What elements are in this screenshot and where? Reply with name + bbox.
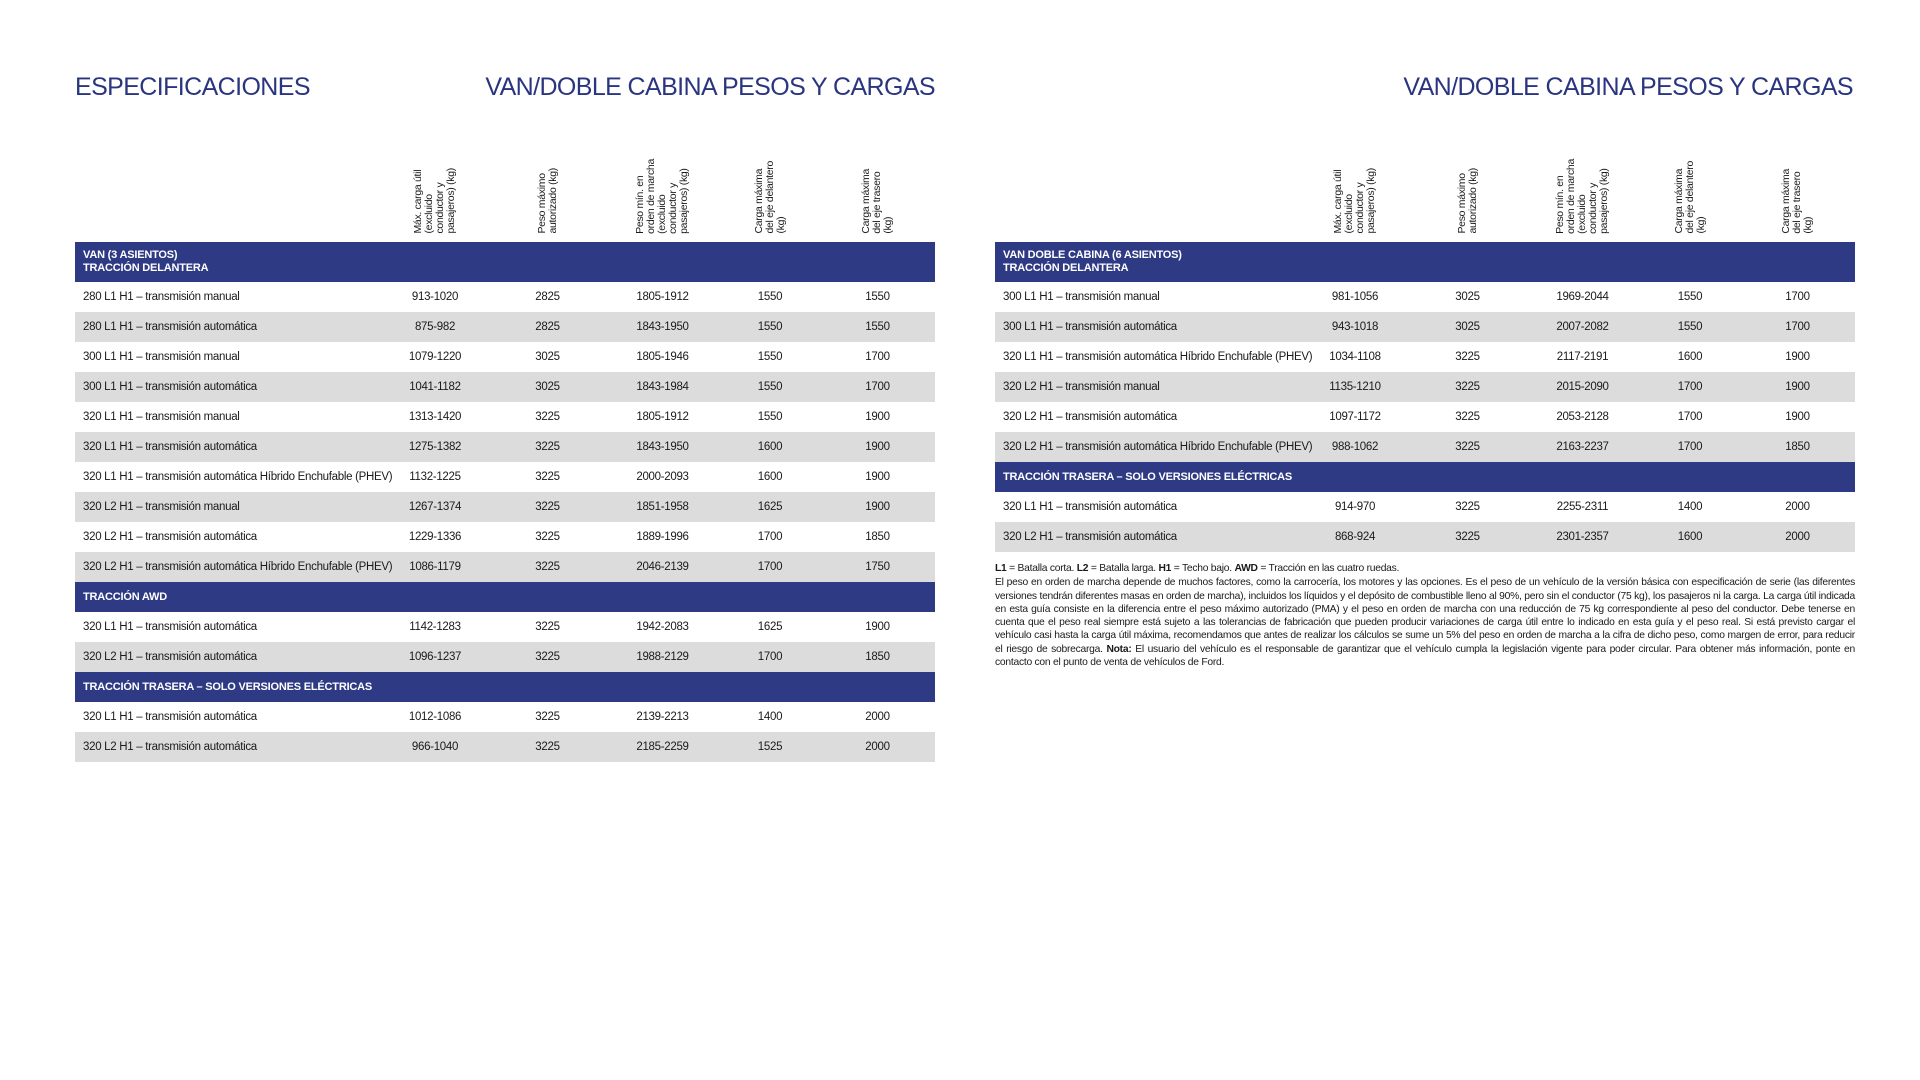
value-cell: 1851-1958 bbox=[605, 492, 720, 522]
model-cell: 320 L2 H1 – transmisión automática Híbrido Enchufable (PHEV) bbox=[995, 432, 1300, 462]
right-page-title: VAN/DOBLE CABINA PESOS Y CARGAS bbox=[1403, 73, 1853, 101]
value-cell: 1079-1220 bbox=[408, 351, 462, 363]
column-header: Carga máxima del eje delantero (kg) bbox=[1672, 161, 1707, 234]
value-cell: 1988-2129 bbox=[605, 642, 720, 672]
section-header-row bbox=[995, 462, 1855, 492]
disclaimer-text: El peso en orden de marcha depende de muchos factores, como la carrocería, los motores y las opciones. Es el peso de un vehículo de la versión básica con especificación de serie (las diferentes versiones tendrán diferentes masas en orden de marcha), incluidos los líquidos y el depósito de combustible lleno al 90%, pero sin el conductor (75 kg), los pasajeros ni la carga. La carga útil indicada en esta guía consiste en la diferencia entre el peso máximo autorizado (PMA) y el peso en orden de marcha con una reducción de 75 kg correspondiente al peso del conductor. Debe tenerse en cuenta que el peso real siempre está sujeto a las tolerancias de fabricación que pueden producir variaciones de carga útil entre lo indicado en esta guía y el peso real. Si está previsto cargar el vehículo casi hasta la carga útil máxima, recomendamos que antes de realizar los cálculos se sume un 5% del peso en orden de marcha a la cifra de dicho peso, como margen de error, para reducir el riesgo de sobrecarga. bbox=[995, 577, 1855, 655]
value-cell: 943-1018 bbox=[1300, 312, 1410, 342]
value-cell: 3225 bbox=[535, 711, 560, 723]
column-header: Peso máximo autorizado (kg) bbox=[1455, 168, 1479, 234]
model-cell: 320 L2 H1 – transmisión automática bbox=[995, 522, 1300, 552]
section-title-line: VAN (3 ASIENTOS) bbox=[83, 249, 178, 261]
value-cell: 2185-2259 bbox=[605, 732, 720, 762]
model-cell: 320 L1 H1 – transmisión automática Híbrido Enchufable (PHEV) bbox=[1003, 351, 1313, 363]
value-cell: 2117-2191 bbox=[1556, 351, 1609, 363]
table-row bbox=[75, 732, 935, 762]
section-title-line: TRACCIÓN AWD bbox=[83, 590, 167, 603]
section-header-row bbox=[75, 582, 935, 612]
value-cell: 1700 bbox=[720, 552, 820, 582]
value-cell: 1550 bbox=[1677, 291, 1703, 303]
value-cell: 1267-1374 bbox=[380, 492, 490, 522]
value-cell: 1843-1950 bbox=[605, 432, 720, 462]
value-cell: 2000 bbox=[820, 732, 935, 762]
section-title: ESPECIFICACIONES bbox=[75, 73, 310, 101]
value-cell: 1700 bbox=[820, 372, 935, 402]
left-table-body bbox=[75, 242, 935, 762]
value-cell: 1097-1172 bbox=[1329, 411, 1381, 423]
value-cell: 1900 bbox=[820, 492, 935, 522]
value-cell: 3225 bbox=[1410, 522, 1525, 552]
value-cell: 3225 bbox=[535, 471, 560, 483]
value-cell: 1850 bbox=[1740, 432, 1855, 462]
value-cell: 2000 bbox=[865, 711, 890, 723]
model-cell: 300 L1 H1 – transmisión automática bbox=[995, 312, 1300, 342]
section-title-line: TRACCIÓN TRASERA – SOLO VERSIONES ELÉCTRICAS bbox=[83, 680, 373, 693]
value-cell: 1900 bbox=[1740, 372, 1855, 402]
model-cell: 320 L1 H1 – transmisión automática bbox=[83, 711, 257, 723]
value-cell: 1700 bbox=[1740, 312, 1855, 342]
model-column-header bbox=[995, 150, 1300, 242]
value-cell: 1313-1420 bbox=[408, 411, 462, 423]
value-cell: 1900 bbox=[865, 471, 890, 483]
table-row bbox=[995, 492, 1855, 522]
section-title-line: TRACCIÓN DELANTERA bbox=[1003, 262, 1129, 274]
section-title-line: TRACCIÓN DELANTERA bbox=[83, 262, 209, 274]
value-cell: 1900 bbox=[865, 621, 890, 633]
table-row bbox=[75, 402, 935, 432]
value-cell: 1889-1996 bbox=[636, 531, 689, 543]
nota-label: Nota: bbox=[1106, 643, 1132, 655]
table-row bbox=[995, 402, 1855, 432]
value-cell: 1700 bbox=[1677, 411, 1703, 423]
value-cell: 1700 bbox=[720, 642, 820, 672]
section-title-line: VAN DOBLE CABINA (6 ASIENTOS) bbox=[1003, 249, 1182, 261]
model-cell: 320 L1 H1 – transmisión manual bbox=[83, 411, 240, 423]
column-header: Máx. carga útil (excluido conductor y pasajeros) (kg) bbox=[412, 168, 457, 234]
value-cell: 1041-1182 bbox=[380, 372, 490, 402]
table-row bbox=[995, 372, 1855, 402]
value-cell: 3225 bbox=[490, 732, 605, 762]
left-weights-table bbox=[75, 150, 935, 762]
value-cell: 1550 bbox=[820, 312, 935, 342]
model-cell: 300 L1 H1 – transmisión manual bbox=[1003, 291, 1160, 303]
footnotes bbox=[995, 562, 1855, 670]
value-cell: 1550 bbox=[757, 291, 783, 303]
legend-text: = Batalla larga. bbox=[1088, 563, 1159, 574]
value-cell: 1096-1237 bbox=[380, 642, 490, 672]
value-cell: 981-1056 bbox=[1331, 291, 1379, 303]
value-cell: 1700 bbox=[1785, 291, 1810, 303]
value-cell: 1843-1984 bbox=[605, 372, 720, 402]
value-cell: 1969-2044 bbox=[1556, 291, 1609, 303]
value-cell: 3225 bbox=[535, 621, 560, 633]
value-cell: 1400 bbox=[1677, 501, 1703, 513]
value-cell: 1600 bbox=[720, 432, 820, 462]
disclaimer-paragraph bbox=[995, 576, 1855, 669]
table-row bbox=[75, 342, 935, 372]
value-cell: 1525 bbox=[720, 732, 820, 762]
value-cell: 1625 bbox=[757, 621, 783, 633]
value-cell: 1550 bbox=[720, 372, 820, 402]
table-row bbox=[995, 312, 1855, 342]
value-cell: 1843-1950 bbox=[605, 312, 720, 342]
model-column-header bbox=[75, 150, 380, 242]
value-cell: 1550 bbox=[865, 291, 890, 303]
value-cell: 1900 bbox=[865, 411, 890, 423]
model-cell: 280 L1 H1 – transmisión manual bbox=[83, 291, 240, 303]
value-cell: 2007-2082 bbox=[1525, 312, 1640, 342]
value-cell: 3025 bbox=[490, 372, 605, 402]
legend-key: L2 bbox=[1076, 563, 1089, 574]
value-cell: 1034-1108 bbox=[1329, 351, 1381, 363]
model-cell: 320 L2 H1 – transmisión manual bbox=[995, 372, 1300, 402]
table-row bbox=[75, 372, 935, 402]
left-weights-table-panel bbox=[75, 150, 935, 762]
model-cell: 320 L2 H1 – transmisión manual bbox=[75, 492, 380, 522]
value-cell: 3225 bbox=[490, 552, 605, 582]
value-cell: 2046-2139 bbox=[605, 552, 720, 582]
model-cell: 320 L2 H1 – transmisión automática bbox=[75, 642, 380, 672]
column-header: Peso máximo autorizado (kg) bbox=[535, 168, 559, 234]
model-cell: 300 L1 H1 – transmisión automática bbox=[75, 372, 380, 402]
value-cell: 2255-2311 bbox=[1556, 501, 1609, 513]
value-cell: 988-1062 bbox=[1300, 432, 1410, 462]
value-cell: 3225 bbox=[490, 492, 605, 522]
value-cell: 2825 bbox=[490, 312, 605, 342]
table-row bbox=[75, 522, 935, 552]
value-cell: 1550 bbox=[1640, 312, 1740, 342]
value-cell: 1900 bbox=[1785, 351, 1810, 363]
value-cell: 1550 bbox=[757, 411, 783, 423]
value-cell: 2053-2128 bbox=[1556, 411, 1609, 423]
value-cell: 3225 bbox=[1455, 351, 1480, 363]
value-cell: 1700 bbox=[1640, 432, 1740, 462]
table-row bbox=[995, 282, 1855, 312]
legend-key: H1 bbox=[1158, 563, 1172, 574]
value-cell: 3225 bbox=[1455, 411, 1480, 423]
model-cell: 320 L2 H1 – transmisión automática bbox=[83, 531, 257, 543]
value-cell: 1229-1336 bbox=[408, 531, 462, 543]
right-weights-table bbox=[995, 150, 1855, 552]
value-cell: 3225 bbox=[535, 411, 560, 423]
legend-text: = Tracción en las cuatro ruedas. bbox=[1257, 563, 1400, 574]
section-header-row bbox=[75, 242, 935, 282]
value-cell: 1135-1210 bbox=[1300, 372, 1410, 402]
value-cell: 1550 bbox=[757, 351, 783, 363]
section-header bbox=[75, 242, 935, 282]
table-row bbox=[995, 432, 1855, 462]
value-cell: 1600 bbox=[1677, 351, 1703, 363]
value-cell: 966-1040 bbox=[380, 732, 490, 762]
table-row bbox=[995, 522, 1855, 552]
model-cell: 320 L1 H1 – transmisión automática bbox=[1003, 501, 1177, 513]
nota-text: El usuario del vehículo es el responsable de garantizar que el vehículo cumpla la legislación vigente para poder circular. Para obtener más información, ponte en contacto con el punto de venta de vehículos de Ford. bbox=[995, 643, 1855, 669]
value-cell: 3225 bbox=[1455, 501, 1480, 513]
value-cell: 1850 bbox=[820, 642, 935, 672]
value-cell: 3225 bbox=[535, 531, 560, 543]
value-cell: 2000 bbox=[1785, 501, 1810, 513]
value-cell: 1805-1912 bbox=[636, 411, 689, 423]
value-cell: 1400 bbox=[757, 711, 783, 723]
value-cell: 914-970 bbox=[1334, 501, 1376, 513]
value-cell: 1600 bbox=[1640, 522, 1740, 552]
column-header: Peso mín. en orden de marcha (excluido conductor y pasajeros) (kg) bbox=[1554, 159, 1610, 234]
value-cell: 2000-2093 bbox=[636, 471, 689, 483]
table-row bbox=[75, 432, 935, 462]
model-cell: 320 L2 H1 – transmisión automática bbox=[75, 732, 380, 762]
legend-key: L1 bbox=[995, 563, 1007, 574]
value-cell: 1942-2083 bbox=[636, 621, 689, 633]
table-row bbox=[995, 342, 1855, 372]
value-cell: 2825 bbox=[535, 291, 560, 303]
table-row bbox=[75, 492, 935, 522]
value-cell: 2163-2237 bbox=[1525, 432, 1640, 462]
model-cell: 320 L2 H1 – transmisión automática bbox=[1003, 411, 1177, 423]
value-cell: 1805-1912 bbox=[636, 291, 689, 303]
value-cell: 1012-1086 bbox=[408, 711, 462, 723]
table-row bbox=[75, 612, 935, 642]
value-cell: 1550 bbox=[720, 312, 820, 342]
column-header: Carga máxima del eje delantero (kg) bbox=[752, 161, 787, 234]
value-cell: 875-982 bbox=[380, 312, 490, 342]
column-header: Carga máxima del eje trasero (kg) bbox=[860, 169, 894, 234]
value-cell: 1900 bbox=[820, 432, 935, 462]
section-header bbox=[75, 582, 935, 612]
column-header: Carga máxima del eje trasero (kg) bbox=[1780, 169, 1814, 234]
value-cell: 3225 bbox=[1410, 372, 1525, 402]
table-row bbox=[75, 552, 935, 582]
section-title-line: TRACCIÓN TRASERA – SOLO VERSIONES ELÉCTRICAS bbox=[1003, 470, 1293, 483]
model-cell: 320 L1 H1 – transmisión automática Híbrido Enchufable (PHEV) bbox=[83, 471, 393, 483]
value-cell: 1600 bbox=[757, 471, 783, 483]
value-cell: 3225 bbox=[490, 432, 605, 462]
value-cell: 3025 bbox=[535, 351, 560, 363]
legend-key: AWD bbox=[1234, 563, 1258, 574]
value-cell: 1625 bbox=[720, 492, 820, 522]
column-header: Peso mín. en orden de marcha (excluido conductor y pasajeros) (kg) bbox=[634, 159, 690, 234]
section-header-row bbox=[995, 242, 1855, 282]
table-row bbox=[75, 462, 935, 492]
model-cell: 280 L1 H1 – transmisión automática bbox=[75, 312, 380, 342]
table-row bbox=[75, 642, 935, 672]
column-header: Máx. carga útil (excluido conductor y pasajeros) (kg) bbox=[1332, 168, 1377, 234]
right-weights-table-panel bbox=[995, 150, 1855, 552]
value-cell: 2000 bbox=[1740, 522, 1855, 552]
value-cell: 2015-2090 bbox=[1525, 372, 1640, 402]
value-cell: 1700 bbox=[757, 531, 783, 543]
value-cell: 2139-2213 bbox=[636, 711, 689, 723]
value-cell: 1700 bbox=[1640, 372, 1740, 402]
legend-text: = Techo bajo. bbox=[1171, 563, 1235, 574]
section-header-row bbox=[75, 672, 935, 702]
value-cell: 1900 bbox=[1785, 411, 1810, 423]
value-cell: 1142-1283 bbox=[409, 621, 461, 633]
value-cell: 1805-1946 bbox=[636, 351, 689, 363]
column-header-row bbox=[995, 150, 1855, 242]
value-cell: 2301-2357 bbox=[1525, 522, 1640, 552]
value-cell: 1750 bbox=[820, 552, 935, 582]
left-page-title: VAN/DOBLE CABINA PESOS Y CARGAS bbox=[485, 73, 935, 101]
section-header bbox=[995, 242, 1855, 282]
value-cell: 3025 bbox=[1455, 291, 1480, 303]
value-cell: 868-924 bbox=[1300, 522, 1410, 552]
section-header bbox=[995, 462, 1855, 492]
section-header bbox=[75, 672, 935, 702]
column-header-row bbox=[75, 150, 935, 242]
value-cell: 1850 bbox=[865, 531, 890, 543]
value-cell: 3225 bbox=[1410, 432, 1525, 462]
value-cell: 1132-1225 bbox=[409, 471, 461, 483]
legend-text: = Batalla corta. bbox=[1006, 563, 1077, 574]
value-cell: 3225 bbox=[490, 642, 605, 672]
right-table-body bbox=[995, 242, 1855, 552]
model-cell: 300 L1 H1 – transmisión manual bbox=[83, 351, 240, 363]
model-cell: 320 L1 H1 – transmisión automática bbox=[75, 432, 380, 462]
value-cell: 913-1020 bbox=[411, 291, 459, 303]
abbreviation-legend bbox=[995, 562, 1855, 575]
table-row bbox=[75, 312, 935, 342]
model-cell: 320 L2 H1 – transmisión automática Híbrido Enchufable (PHEV) bbox=[75, 552, 380, 582]
table-row bbox=[75, 702, 935, 732]
value-cell: 1700 bbox=[865, 351, 890, 363]
value-cell: 1275-1382 bbox=[380, 432, 490, 462]
model-cell: 320 L1 H1 – transmisión automática bbox=[83, 621, 257, 633]
value-cell: 1086-1179 bbox=[380, 552, 490, 582]
value-cell: 3025 bbox=[1410, 312, 1525, 342]
table-row bbox=[75, 282, 935, 312]
